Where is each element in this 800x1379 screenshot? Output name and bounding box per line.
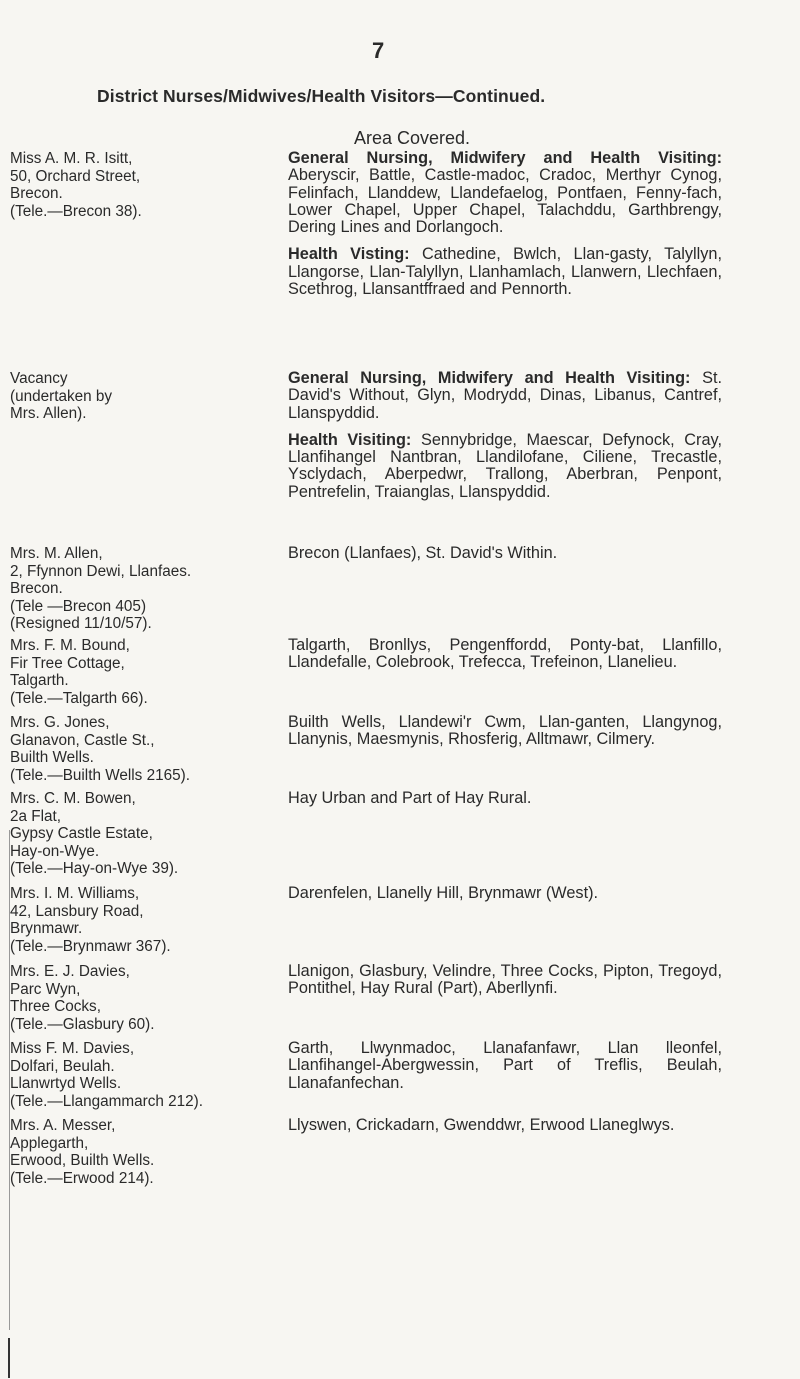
binding-mark	[8, 1338, 10, 1378]
area-paragraph	[288, 963, 722, 998]
area-covered-heading: Area Covered.	[354, 128, 471, 148]
contact-line: Glanavon, Castle St.,	[10, 731, 155, 749]
contact-line: Mrs. M. Allen,	[10, 545, 103, 562]
contact-line: Erwood, Builth Wells.	[10, 1152, 155, 1169]
entry-area	[288, 545, 722, 572]
contact-line: (Tele.—Hay-on-Wye 39).	[10, 860, 179, 877]
area-text: Llanigon, Glasbury, Velindre, Three Cocks, Pipton, Tregoyd, Pontithel, Hay Rural (Part), Aberllynfi.	[288, 962, 722, 998]
entry-contact	[10, 963, 155, 1033]
contact-line: Parc Wyn,	[10, 980, 81, 998]
contact-line: (Tele.—Erwood 214).	[10, 1169, 154, 1187]
contact-line: Mrs. F. M. Bound,	[10, 637, 130, 654]
area-text: Brecon (Llanfaes), St. David's Within.	[288, 544, 558, 562]
entry-contact	[10, 637, 148, 707]
area-text: St. David's Without, Glyn, Modrydd, Dinas, Libanus, Cantref, Llanspyddid.	[288, 369, 722, 422]
area-label: Health Visiting:	[288, 430, 412, 449]
entry-contact	[10, 790, 178, 878]
contact-line: (Tele —Brecon 405)	[10, 597, 147, 615]
contact-line: Vacancy	[10, 370, 68, 387]
contact-line: Miss F. M. Davies,	[10, 1040, 135, 1057]
contact-line: Mrs. I. M. Williams,	[10, 885, 140, 902]
contact-line: Talgarth.	[10, 672, 69, 689]
area-text: Aberyscir, Battle, Castle-madoc, Cradoc, Merthyr Cynog, Felinfach, Llanddew, Llandefaelog, Pontfaen, Fenny-fach, Lower Chapel, Upper Chapel, Talachddu, Garthbrengy, Dering Lines and Dorlangoch.	[288, 166, 722, 237]
contact-line: (Tele.—Brynmawr 367).	[10, 937, 171, 955]
contact-line: 2a Flat,	[10, 807, 62, 825]
contact-line: (Resigned 11/10/57).	[10, 615, 152, 632]
entry-area	[288, 1117, 722, 1144]
area-label: Health Visting:	[288, 245, 410, 264]
contact-line: Brecon.	[10, 185, 63, 202]
entry-area	[288, 637, 722, 682]
contact-line: (Tele.—Llangammarch 212).	[10, 1092, 203, 1110]
contact-line: (Tele.—Builth Wells 2165).	[10, 766, 190, 784]
contact-line: (Tele.—Glasbury 60).	[10, 1015, 155, 1033]
entry-area	[288, 963, 722, 1008]
area-text: Sennybridge, Maescar, Defynock, Cray, Llanfihangel Nantbran, Llandilofane, Ciliene, Trecastle, Ysclydach, Aberpedwr, Trallong, Aberbran, Penpont, Pentrefelin, Traianglas, Llanspyddid.	[288, 430, 722, 501]
area-paragraph	[288, 432, 722, 501]
contact-line: Brynmawr.	[10, 920, 83, 937]
entry-contact	[10, 150, 142, 220]
contact-line: Gypsy Castle Estate,	[10, 825, 153, 842]
margin-rule	[9, 830, 10, 1330]
entry-contact	[10, 545, 191, 633]
contact-line: Llanwrtyd Wells.	[10, 1075, 122, 1092]
entry-area	[288, 1040, 722, 1102]
area-text: Cathedine, Bwlch, Llan-gasty, Talyllyn, Llangorse, Llan-Talyllyn, Llanhamlach, Llanwern, Llechfaen, Scethrog, Llansantffraed and Pennorth.	[288, 245, 722, 299]
entry-contact	[10, 714, 190, 784]
page-number: 7	[372, 38, 385, 63]
area-paragraph	[288, 150, 722, 236]
contact-line: Brecon.	[10, 580, 63, 597]
contact-line: Fir Tree Cottage,	[10, 654, 125, 672]
contact-line: 2, Ffynnon Dewi, Llanfaes.	[10, 562, 192, 580]
contact-line: Builth Wells.	[10, 749, 94, 766]
entry-area	[288, 885, 722, 912]
contact-line: (undertaken by	[10, 387, 113, 405]
area-paragraph	[288, 1117, 722, 1134]
entry-area	[288, 370, 722, 511]
contact-line: (Tele.—Brecon 38).	[10, 202, 142, 220]
entry-contact	[10, 1040, 203, 1110]
entry-area	[288, 150, 722, 308]
area-paragraph	[288, 370, 722, 422]
contact-line: 42, Lansbury Road,	[10, 902, 144, 920]
entry-area	[288, 790, 722, 817]
contact-line: 50, Orchard Street,	[10, 167, 141, 185]
entry-contact	[10, 1117, 154, 1187]
area-text: Garth, Llwynmadoc, Llanafanfawr, Llan lleonfel, Llanfihangel-Abergwessin, Part of Treflis, Beulah, Llanafanfechan.	[288, 1039, 722, 1092]
contact-line: Mrs. Allen).	[10, 405, 87, 422]
contact-line: Hay-on-Wye.	[10, 842, 100, 860]
contact-line: Miss A. M. R. Isitt,	[10, 150, 133, 167]
area-paragraph	[288, 1040, 722, 1092]
contact-line: Mrs. C. M. Bowen,	[10, 790, 136, 807]
contact-line: Dolfari, Beulah.	[10, 1057, 115, 1075]
area-paragraph	[288, 545, 722, 562]
area-paragraph	[288, 790, 722, 807]
contact-line: (Tele.—Talgarth 66).	[10, 689, 148, 707]
area-text: Builth Wells, Llandewi'r Cwm, Llan-ganten, Llangynog, Llanynis, Maesmynis, Rhosferig, Alltmawr, Cilmery.	[288, 713, 722, 749]
area-label: General Nursing, Midwifery and Health Visiting:	[288, 369, 691, 387]
entry-contact	[10, 885, 171, 955]
area-label: General Nursing, Midwifery and Health Visiting:	[288, 149, 722, 167]
area-text: Hay Urban and Part of Hay Rural.	[288, 789, 532, 807]
area-paragraph	[288, 885, 722, 902]
area-text: Talgarth, Bronllys, Pengenffordd, Ponty-bat, Llanfillo, Llandefalle, Colebrook, Trefecca, Trefeinon, Llanelieu.	[288, 636, 722, 672]
contact-line: Applegarth,	[10, 1134, 89, 1152]
area-paragraph	[288, 637, 722, 672]
area-paragraph	[288, 714, 722, 749]
entry-area	[288, 714, 722, 759]
area-paragraph	[288, 246, 722, 298]
contact-line: Three Cocks,	[10, 998, 101, 1015]
area-text: Llyswen, Crickadarn, Gwenddwr, Erwood Llaneglwys.	[288, 1116, 675, 1134]
contact-line: Mrs. G. Jones,	[10, 714, 110, 731]
area-text: Darenfelen, Llanelly Hill, Brynmawr (West).	[288, 884, 599, 902]
page-heading: District Nurses/Midwives/Health Visitors—Continued.	[97, 86, 546, 106]
entry-contact	[10, 370, 112, 423]
contact-line: Mrs. E. J. Davies,	[10, 963, 130, 980]
contact-line: Mrs. A. Messer,	[10, 1117, 116, 1134]
